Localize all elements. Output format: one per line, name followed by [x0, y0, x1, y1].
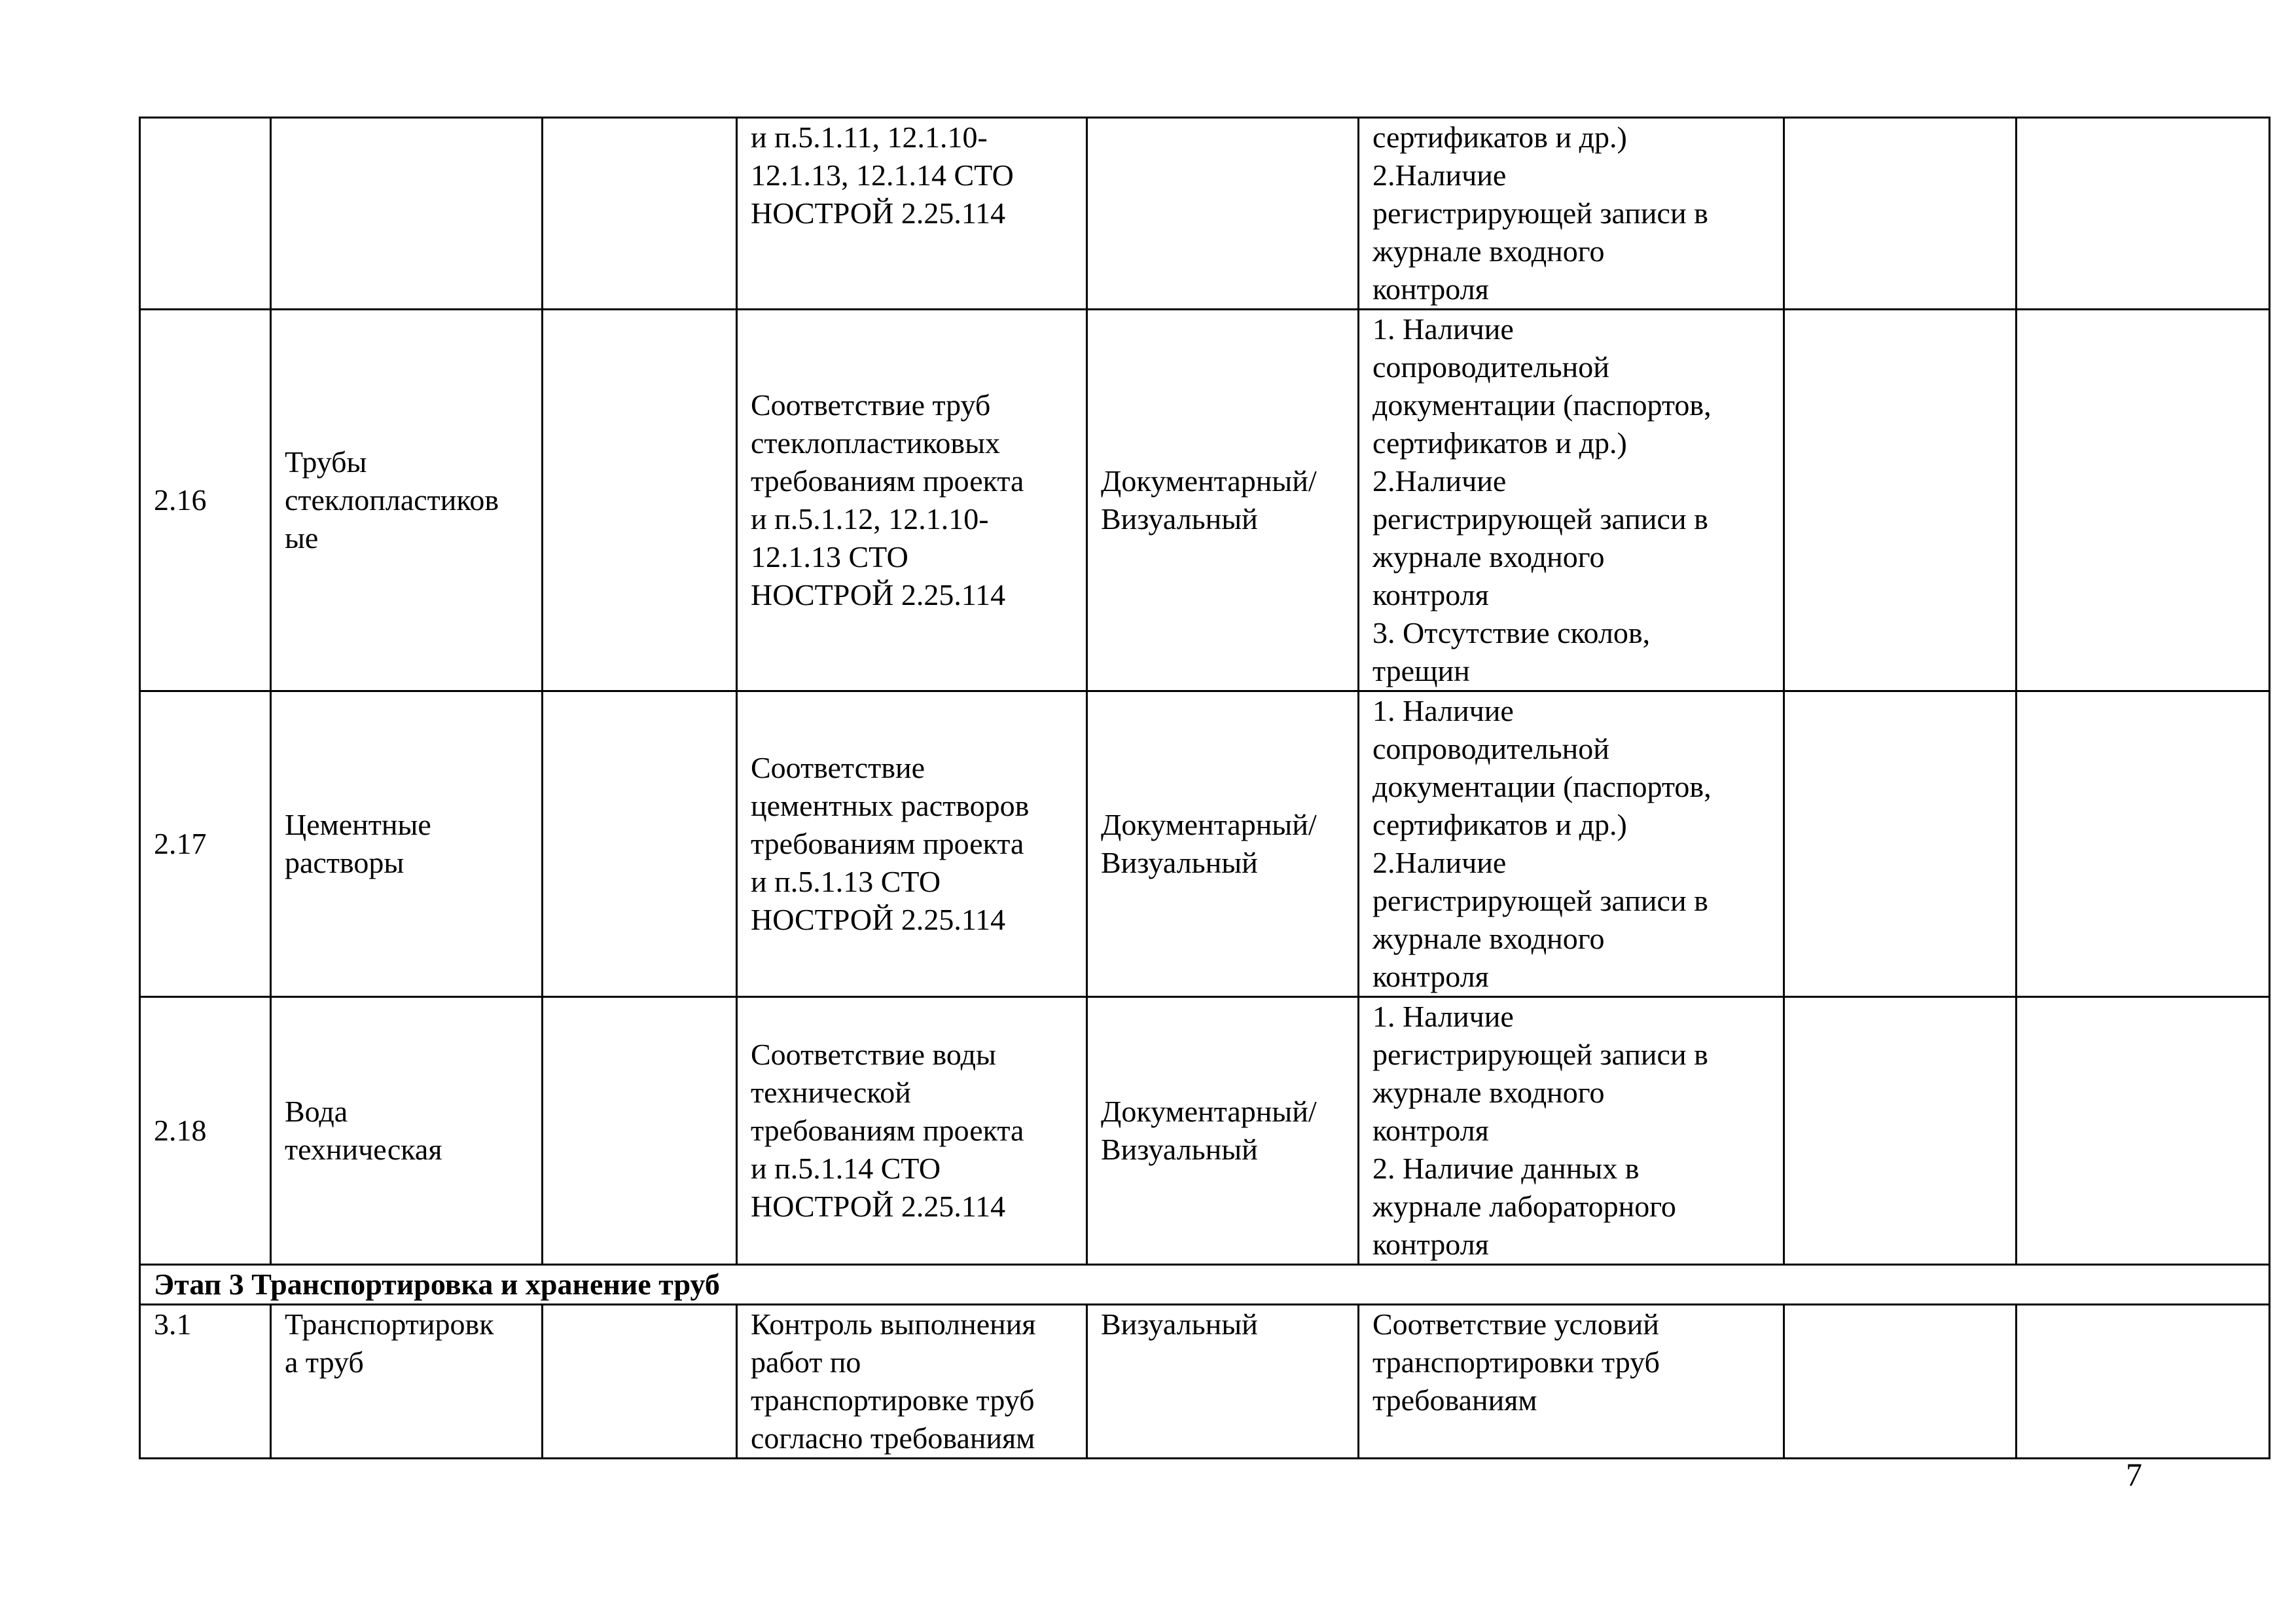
table-row — [140, 997, 2270, 1265]
text-line: и п.5.1.11, 12.1.10- — [751, 120, 988, 154]
control-method — [1087, 691, 1359, 997]
text-line: и п.5.1.12, 12.1.10- — [751, 502, 989, 536]
text-line: журнале входного — [1372, 1076, 1605, 1109]
text-line: трещин — [1372, 654, 1470, 687]
text-line: Соответствие труб — [751, 388, 991, 422]
text-line: сопроводительной — [1372, 732, 1609, 765]
empty-cell — [1784, 1305, 2017, 1459]
requirement-text — [737, 118, 1087, 310]
text-line: контроля — [1372, 272, 1489, 306]
text-line: сертификатов и др.) — [1372, 426, 1627, 460]
empty-cell — [543, 310, 737, 691]
row-number: 3.1 — [140, 1305, 271, 1459]
requirement-text — [737, 997, 1087, 1265]
text-line: технической — [751, 1076, 911, 1109]
text-line: Визуальный — [1101, 1133, 1258, 1166]
text-line: Соответствие воды — [751, 1038, 996, 1071]
empty-cell — [2017, 997, 2270, 1265]
text-line: регистрирующей записи в — [1372, 196, 1708, 230]
text-line: контроля — [1372, 960, 1489, 993]
text-line: Транспортировк — [285, 1307, 494, 1341]
criteria-text — [1359, 997, 1784, 1265]
text-line: контроля — [1372, 1228, 1489, 1261]
row-number — [140, 118, 271, 310]
requirement-text — [737, 1305, 1087, 1459]
criteria-text — [1359, 691, 1784, 997]
text-line: документации (паспортов, — [1372, 770, 1712, 803]
text-line: НОСТРОЙ 2.25.114 — [751, 578, 1006, 611]
control-method — [1087, 997, 1359, 1265]
control-method — [1087, 1305, 1359, 1459]
text-line: контроля — [1372, 578, 1489, 611]
empty-cell — [543, 1305, 737, 1459]
row-number: 2.18 — [140, 997, 271, 1265]
text-line: контроля — [1372, 1114, 1489, 1147]
empty-cell — [1784, 691, 2017, 997]
text-line: 12.1.13 СТО — [751, 540, 908, 574]
empty-cell — [2017, 310, 2270, 691]
text-line: требованиям — [1372, 1383, 1537, 1417]
text-line: Соответствие условий — [1372, 1307, 1659, 1341]
text-line: Документарный/ — [1101, 808, 1317, 841]
text-line: техническая — [285, 1133, 442, 1166]
text-line: журнале лабораторного — [1372, 1190, 1676, 1223]
text-line: Документарный/ — [1101, 1095, 1317, 1128]
table-row — [140, 118, 2270, 310]
material-name — [271, 691, 543, 997]
text-line: Контроль выполнения — [751, 1307, 1036, 1341]
text-line: Соответствие — [751, 751, 925, 784]
empty-cell — [2017, 1305, 2270, 1459]
criteria-text — [1359, 1305, 1784, 1459]
material-name — [271, 310, 543, 691]
text-line: стеклопластиковых — [751, 426, 1001, 460]
empty-cell — [2017, 691, 2270, 997]
empty-cell — [1784, 997, 2017, 1265]
text-line: стеклопластиков — [285, 483, 499, 517]
text-line: транспортировки труб — [1372, 1345, 1660, 1379]
empty-cell — [543, 997, 737, 1265]
text-line: регистрирующей записи в — [1372, 884, 1708, 917]
text-line: 2.Наличие — [1372, 158, 1507, 192]
material-name — [271, 997, 543, 1265]
text-line: журнале входного — [1372, 234, 1605, 268]
text-line: 1. Наличие — [1372, 1000, 1514, 1033]
text-line: а труб — [285, 1345, 364, 1379]
text-line: Трубы — [285, 445, 367, 479]
empty-cell — [543, 118, 737, 310]
requirement-text — [737, 691, 1087, 997]
row-number: 2.17 — [140, 691, 271, 997]
text-line: цементных растворов — [751, 789, 1030, 822]
text-line: растворы — [285, 846, 404, 879]
text-line: 1. Наличие — [1372, 694, 1514, 727]
material-name — [271, 118, 543, 310]
text-line: НОСТРОЙ 2.25.114 — [751, 1190, 1006, 1223]
control-method — [1087, 118, 1359, 310]
text-line: 2.Наличие — [1372, 464, 1507, 498]
text-line: документации (паспортов, — [1372, 388, 1712, 422]
text-line: требованиям проекта — [751, 1114, 1024, 1147]
text-line: НОСТРОЙ 2.25.114 — [751, 903, 1006, 936]
text-line: сертификатов и др.) — [1372, 808, 1627, 841]
text-line: Визуальный — [1101, 846, 1258, 879]
control-table — [139, 117, 2270, 1459]
text-line: 1. Наличие — [1372, 312, 1514, 346]
criteria-text — [1359, 118, 1784, 310]
text-line: ые — [285, 521, 319, 555]
text-line: 12.1.13, 12.1.14 СТО — [751, 158, 1014, 192]
empty-cell — [1784, 118, 2017, 310]
row-number: 2.16 — [140, 310, 271, 691]
text-line: Визуальный — [1101, 1307, 1258, 1341]
text-line: Документарный/ — [1101, 464, 1317, 498]
page-number: 7 — [2126, 1456, 2142, 1493]
table-row — [140, 1305, 2270, 1459]
stage-heading-row — [140, 1265, 2270, 1305]
table-row — [140, 310, 2270, 691]
empty-cell — [1784, 310, 2017, 691]
text-line: 2.Наличие — [1372, 846, 1507, 879]
empty-cell — [543, 691, 737, 997]
material-name — [271, 1305, 543, 1459]
criteria-text — [1359, 310, 1784, 691]
text-line: и п.5.1.13 СТО — [751, 865, 941, 898]
text-line: согласно требованиям — [751, 1421, 1035, 1455]
text-line: журнале входного — [1372, 922, 1605, 955]
text-line: Вода — [285, 1095, 348, 1128]
text-line: регистрирующей записи в — [1372, 502, 1708, 536]
text-line: журнале входного — [1372, 540, 1605, 574]
text-line: требованиям проекта — [751, 464, 1024, 498]
text-line: работ по — [751, 1345, 861, 1379]
text-line: НОСТРОЙ 2.25.114 — [751, 196, 1006, 230]
control-method — [1087, 310, 1359, 691]
stage-heading: Этап 3 Транспортировка и хранение труб — [140, 1265, 2270, 1305]
text-line: сопроводительной — [1372, 350, 1609, 384]
text-line: сертификатов и др.) — [1372, 120, 1627, 154]
text-line: регистрирующей записи в — [1372, 1038, 1708, 1071]
text-line: транспортировке труб — [751, 1383, 1035, 1417]
text-line: 3. Отсутствие сколов, — [1372, 616, 1651, 649]
text-line: требованиям проекта — [751, 827, 1024, 860]
text-line: Визуальный — [1101, 502, 1258, 536]
text-line: 2. Наличие данных в — [1372, 1152, 1640, 1185]
requirement-text — [737, 310, 1087, 691]
table-row — [140, 691, 2270, 997]
text-line: Цементные — [285, 808, 431, 841]
empty-cell — [2017, 118, 2270, 310]
text-line: и п.5.1.14 СТО — [751, 1152, 941, 1185]
